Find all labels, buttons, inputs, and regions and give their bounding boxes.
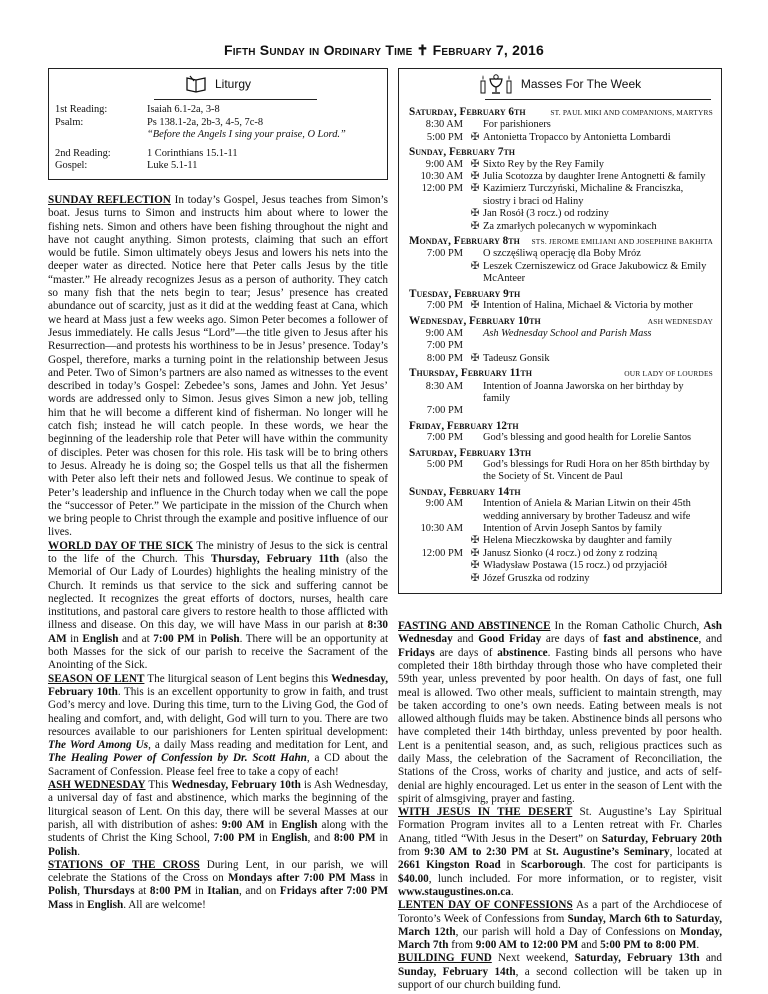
bible-icon: [185, 75, 207, 93]
mass-entry: [409, 381, 713, 406]
bold-text: fast and abstinence: [603, 633, 699, 646]
mass-time: 5:00 PM: [426, 458, 463, 470]
section-heading: WORLD DAY OF THE SICK: [48, 539, 194, 552]
cross-icon: ✠: [470, 158, 480, 170]
reading-label: 2nd Reading:: [55, 147, 111, 159]
mass-day-memorial: OUR LADY OF LOURDES: [624, 369, 713, 379]
mass-day: [409, 315, 713, 328]
bold-text: Thursday, February 11th: [210, 552, 340, 565]
liturgy-title-bar: [49, 69, 387, 99]
chalice-candles-icon: [479, 73, 513, 95]
text: St. Augustine’s Lay Spiritual Formation Program invites all to a Lenten retreat with Fr. Charles Anang, titled “With Jesus in the Desert” on: [398, 806, 723, 845]
text: at: [138, 885, 147, 898]
mass-entry: [409, 498, 713, 523]
bold-text: 8:00 PM: [149, 885, 192, 898]
mass-day: [409, 146, 713, 158]
text: During Lent, in our parish, we will celebrate the Stations of the Cross on: [48, 858, 388, 885]
masses-box: [398, 68, 722, 594]
bold-text: abstinence: [497, 646, 548, 659]
mass-entry: [409, 171, 713, 183]
text: , and on: [239, 885, 277, 898]
text: in: [70, 632, 79, 645]
mass-intention: Intention of Halina, Michael & Victoria by mother: [483, 300, 693, 312]
mass-time: [409, 261, 467, 286]
text: are days of: [545, 633, 599, 646]
text: at: [533, 846, 542, 859]
mass-entry: [409, 353, 713, 365]
mass-intention: Ash Wednesday School and Parish Mass: [483, 327, 652, 339]
text: , a daily Mass reading and meditation for Lent, and: [148, 739, 388, 752]
text: from: [398, 846, 420, 859]
cross-icon: ✠: [470, 535, 480, 547]
mass-intention: Intention of Joanna Jaworska on her birthday by family: [483, 380, 684, 404]
text: and at: [121, 632, 150, 645]
mass-day: [409, 420, 713, 432]
text: This: [148, 779, 169, 792]
bold-text: Polish: [48, 845, 78, 858]
reading-value: Isaiah 6.1-2a, 3-8: [147, 104, 220, 115]
text: is Ash Wednesday, a universal day of fast and abstinence, which marks the beginning of the liturgical season of Lent. On this day, there will be several Masses at our parish, all with distribution of ashes:: [48, 779, 388, 831]
mass-day-label: Sunday, February 14th: [409, 485, 521, 498]
reading-row: [55, 129, 383, 142]
bold-text: English: [281, 818, 318, 831]
mass-day-label: Friday, February 12th: [409, 419, 519, 432]
mass-entry: [409, 208, 713, 220]
mass-day: [409, 106, 713, 119]
bold-text: 7:00 PM: [153, 632, 195, 645]
bold-text: Polish: [210, 632, 240, 645]
cross-icon: [467, 119, 483, 131]
reading-label: Psalm:: [55, 116, 84, 128]
mass-intention: [483, 405, 713, 417]
section-heading: FASTING AND ABSTINENCE: [398, 620, 551, 633]
mass-entry: [409, 573, 713, 585]
text: in: [198, 632, 207, 645]
bold-text: Polish: [48, 885, 78, 898]
section-heading: SEASON OF LENT: [48, 672, 145, 685]
liturgy-readings: [49, 100, 387, 179]
section-text: In today’s Gospel, Jesus teaches from Simon’s boat. Jesus turns to Simon and instructs him about where to lower the fishing nets. Simon and others have been fishing throughout the night and have not caught anything. Simon protests, claiming that such an effort would be futile. Simon ultimately obeys Jesus and lowers his nets into the deeper water as directed. Notice here that Peter calls Jesus by the title “master.” He already recognizes Jesus as a person of authority. They catch so many fish that the nets begin to tear; Jesus’ presence has created abundance out of scarcity, just as it did at the wedding feast at Cana, which we heard at Mass just a few weeks ago. Simon Peter becomes a follower of Jesus immediately. He calls Jesus “Lord”—the title given to Jesus after his Resurrection—and protests his worthiness to be in Jesus’ presence. Today’s Gospel, therefore, marks a turning point in the relationship between Jesus and Peter. Two of Simon’s partners are also named as witnesses to the event described in today’s Gospel: Zebedee’s sons, James and John. Yet Jesus’ words are addressed only to Simon. Jesus gives Simon a new job, telling him that he will become a different kind of fisherman. No longer will he catch fish; instead he will catch people. In these words, we hear the beginning of the leadership role that Peter will have within the community of disciples. Peter was chosen for this role. His task will be to bring others to Jesus. Already he is doing so; the Gospel tells us that all the fishermen with Peter also left their nets and followed Jesus. We continue to speak of Peter’s leadership and influence in the Church today when we call the pope the “successor of Peter.” We participate in the mission of the Church when we bring people to Christ through the example and positive influence of our lives.: [48, 193, 388, 539]
text: ,: [77, 885, 81, 898]
masses-title: Masses For The Week: [520, 77, 642, 91]
mass-day-memorial: ST. PAUL MIKI AND COMPANIONS, MARTYRS: [550, 108, 713, 117]
mass-time: 7:00 PM: [426, 300, 463, 312]
mass-time: 7:00 PM: [426, 432, 463, 444]
ash-wednesday: [48, 779, 388, 859]
text: , a second collection will be taken up in support of our church building fund.: [398, 965, 722, 992]
cross-icon: ✠: [470, 220, 480, 232]
mass-intention: For parishioners: [483, 119, 551, 131]
mass-time: 5:00 PM: [426, 131, 463, 143]
mass-entry: [409, 340, 713, 352]
cross-icon: ✠: [470, 171, 480, 183]
mass-day-label: Sunday, February 7th: [409, 146, 516, 159]
section-heading: BUILDING FUND: [398, 952, 492, 965]
mass-time: 7:00 PM: [426, 340, 463, 352]
masses-title-bar: [399, 69, 721, 99]
mass-day-label: Saturday, February 13th: [409, 446, 532, 459]
mass-day-label: Tuesday, February 9th: [409, 287, 521, 300]
mass-time: 12:00 PM: [421, 547, 463, 559]
bold-text: Good Friday: [478, 633, 542, 646]
mass-day: [409, 235, 713, 248]
text: in: [259, 832, 268, 845]
mass-day-memorial: ASH WEDNESDAY: [647, 316, 713, 326]
mass-day-label: Saturday, February 6th: [409, 106, 526, 118]
cross-icon: [467, 432, 483, 444]
text: and: [457, 633, 474, 646]
text: in: [379, 872, 389, 885]
cross-icon: [467, 248, 483, 260]
bold-text: 2661 Kingston Road: [398, 859, 501, 872]
cross-icon: ✠: [470, 208, 480, 220]
bold-italic-text: The Healing Power of Confession by Dr. Scott Hahn: [48, 752, 307, 765]
cross-icon: ✠: [470, 300, 480, 312]
text: from: [451, 939, 473, 952]
text: .: [696, 939, 700, 952]
text: Next weekend,: [497, 952, 569, 965]
mass-entry: [409, 300, 713, 312]
bold-text: Scarborough: [520, 859, 583, 872]
cross-icon: ✠: [470, 131, 480, 143]
mass-day: [409, 447, 713, 459]
header-title: Fifth Sunday in Ordinary Time: [223, 42, 413, 58]
mass-day: [409, 367, 713, 380]
bold-text: English: [271, 832, 308, 845]
cross-icon: [467, 523, 483, 535]
text: .: [77, 845, 81, 858]
mass-entry: [409, 459, 713, 484]
text: , a CD about the Sacrament of Confession. Please feel free to take a copy of each!: [48, 752, 389, 778]
reading-row: [55, 148, 383, 161]
bold-text: Wednesday, February 10th: [48, 672, 388, 698]
mass-intention: God’s blessing and good health for Lorelie Santos: [483, 432, 692, 444]
mass-time: 10:30 AM: [420, 523, 463, 534]
mass-time: 7:00 PM: [426, 248, 463, 260]
text: In the Roman Catholic Church,: [554, 620, 700, 633]
mass-intention: Janusz Sionko (4 rocz.) od żony z rodziną: [483, 547, 658, 559]
mass-day-label: Monday, February 8th: [409, 235, 520, 248]
mass-time: 7:00 PM: [426, 405, 463, 417]
season-of-lent: [48, 673, 388, 779]
header-date: February 7, 2016: [432, 42, 545, 58]
bold-text: Fridays after 7:00 PM Mass: [48, 885, 389, 911]
building-fund: [398, 952, 722, 992]
mass-time: [409, 573, 467, 585]
text: , and: [698, 633, 723, 646]
mass-day-label: Thursday, February 11th: [409, 367, 532, 380]
mass-intention: [483, 340, 713, 352]
reading-label: Gospel:: [55, 160, 88, 172]
mass-time: 8:30 AM: [425, 119, 463, 131]
mass-intention: Jan Rosół (3 rocz.) od rodziny: [483, 208, 609, 220]
bold-text: 9:00 AM to 12:00 PM: [475, 939, 579, 952]
website-link[interactable]: www.staugustines.on.ca: [398, 885, 511, 898]
bold-text: Monday, March 7th: [398, 925, 723, 952]
mass-time: 9:00 AM: [425, 498, 463, 510]
text: . All are welcome!: [123, 898, 206, 911]
cross-icon: ✝: [416, 42, 429, 58]
page-header: [0, 42, 768, 59]
liturgy-title: Liturgy: [214, 77, 252, 91]
bold-text: Thursdays: [83, 885, 135, 898]
text: , located at: [669, 846, 723, 859]
cross-icon: [467, 340, 483, 352]
mass-intention: Tadeusz Gonsik: [483, 352, 550, 364]
mass-entry: [409, 523, 713, 535]
reading-row: [55, 160, 383, 173]
cross-icon: ✠: [470, 183, 480, 195]
mass-intention: Józef Gruszka od rodziny: [483, 572, 590, 584]
reading-row: [55, 117, 383, 130]
mass-intention: Helena Mieczkowska by daughter and family: [483, 535, 672, 547]
cross-icon: ✠: [470, 260, 480, 272]
bold-text: English: [82, 632, 119, 645]
mass-entry: [409, 261, 713, 286]
cross-icon: [467, 405, 483, 417]
mass-time: [409, 221, 467, 233]
reading-label: 1st Reading:: [55, 104, 108, 115]
cross-icon: [467, 459, 483, 484]
cross-icon: [467, 328, 483, 340]
mass-intention: Władysław Postawa (15 rocz.) od przyjaciół: [483, 560, 668, 572]
reading-value: Ps 138.1-2a, 2b-3, 4-5, 7c-8: [147, 116, 264, 128]
section-heading: SUNDAY REFLECTION: [48, 193, 171, 206]
section-heading: WITH JESUS IN THE DESERT: [398, 806, 573, 819]
text: The ministry of Jesus to the sick is central to the life of the Church. This: [48, 539, 388, 565]
reading-row: [55, 104, 383, 117]
right-column: [398, 68, 722, 992]
mass-entry: [409, 560, 713, 572]
mass-entry: [409, 248, 713, 260]
mass-time: 9:00 AM: [425, 327, 463, 339]
bold-italic-text: The Word Among Us: [48, 739, 149, 752]
mass-time: 8:30 AM: [425, 380, 463, 392]
mass-time: [409, 560, 467, 572]
text: . Fasting binds all persons who have completed their 18th birthday through those who have completed their 59th year, unless prevented by poor health. On days of fast, one full meal is allowed. Two other meals, sufficient to maintain strength, may be taken according to one’s own needs. Eating between meals is not allowed although fluids may be taken. Abstinence binds all persons who have completed their 14th birthday, unless prevented by poor health. Lent is a penitential season, and, as such, religious practices such as daily Mass, the celebration of the Sacrament of Reconciliation, the Stations of the Cross, works of charity and justice, and acts of self-denial are highly encouraged. Let us enter in the season of Lent with the spirit of almsgiving, prayer and fasting.: [398, 646, 723, 805]
mass-entry: [409, 221, 713, 233]
mass-intention: Za zmarłych polecanych w wypominkach: [483, 220, 657, 232]
fasting-and-abstinence: [398, 620, 722, 806]
mass-entry: [409, 183, 713, 208]
bold-text: Saturday, February 13th: [574, 952, 700, 965]
bold-text: Wednesday, February 10th: [171, 779, 301, 792]
bold-text: Fridays: [398, 646, 435, 659]
mass-intention: Antonietta Tropacco by Antonietta Lombardi: [483, 131, 671, 143]
mass-entry: [409, 535, 713, 547]
with-jesus-in-the-desert: [398, 806, 722, 899]
text: The liturgical season of Lent begins this: [147, 672, 329, 685]
text: and: [581, 939, 598, 952]
world-day-of-sick: [48, 540, 388, 673]
mass-day: [409, 288, 713, 300]
bold-text: English: [87, 898, 124, 911]
text: . There will be an opportunity at both Masses for the sick of our parish to receive the Sacrament of the Anointing of the Sick.: [48, 632, 389, 672]
bold-text: Italian: [207, 885, 239, 898]
mass-entry: [409, 548, 713, 560]
bold-text: 9:30 AM to 2:30 PM: [424, 846, 529, 859]
mass-intention: Sixto Rey by the Rey Family: [483, 158, 604, 170]
left-column: [48, 68, 388, 912]
text: As a part of the Archdiocese of Toronto’s Week of Confessions from: [398, 899, 723, 925]
cross-icon: [467, 381, 483, 406]
liturgy-box: [48, 68, 388, 180]
mass-intention: Intention of Arvin Joseph Santos by family: [483, 523, 662, 534]
text: in: [75, 898, 85, 911]
mass-entry: [409, 432, 713, 444]
text: , our parish will hold a Day of Confessions on: [455, 925, 676, 938]
reading-value: Luke 5.1-11: [147, 160, 198, 172]
mass-day-memorial: STS. JEROME EMILIANI AND JOSEPHINE BAKHITA: [531, 237, 713, 247]
stations-of-the-cross: [48, 859, 388, 912]
bold-text: St. Augustine’s Seminary: [546, 846, 670, 859]
bold-text: $40.00: [398, 872, 429, 885]
mass-intention: Kazimierz Turczyński, Michaline & Franciszka, siostry i braci od Haliny: [483, 183, 684, 207]
mass-time: 12:00 PM: [421, 183, 463, 195]
bold-text: Mondays after 7:00 PM Mass: [228, 872, 375, 885]
mass-day-label: Wednesday, February 10th: [409, 314, 541, 327]
text: . The cost for participants is: [582, 859, 723, 872]
mass-entry: [409, 119, 713, 131]
text: and: [705, 952, 722, 965]
mass-entry: [409, 132, 713, 144]
bold-text: Ash Wednesday: [398, 620, 722, 646]
text: , and: [307, 832, 331, 845]
bold-text: 5:00 PM to 8:00 PM: [600, 939, 697, 952]
section-heading: STATIONS OF THE CROSS: [48, 858, 200, 871]
text: .: [510, 885, 514, 898]
cross-icon: [467, 498, 483, 523]
text: in: [506, 859, 516, 872]
mass-intention: God’s blessings for Rudi Hora on her 85th birthday by the Society of St. Vincent de Paul: [483, 458, 710, 483]
reading-value: “Before the Angels I sing your praise, O Lord.”: [147, 129, 346, 141]
mass-day: [409, 486, 713, 498]
cross-icon: ✠: [470, 352, 480, 364]
bold-text: 8:30 AM: [48, 619, 389, 645]
bold-text: 8:00 PM: [333, 832, 376, 845]
text: . This is an excellent opportunity to grow in faith, and trust God’s mercy and love. During this time, turn to the Living God, the God of healing and comfort, and, with delight, God will turn to you. There are two resources available to our parishioners for Lenten spiritual development:: [48, 685, 388, 738]
section-heading: ASH WEDNESDAY: [48, 779, 146, 792]
bold-text: Sunday, February 14th: [398, 965, 516, 978]
mass-entry: [409, 405, 713, 417]
cross-icon: ✠: [470, 547, 480, 559]
text: in: [379, 832, 389, 845]
mass-intention: O szczęśliwą operację dla Boby Mróz: [483, 248, 641, 260]
mass-intention: Julia Scotozza by daughter Irene Antognetti & family: [483, 171, 706, 183]
mass-entry: [409, 159, 713, 171]
mass-time: 9:00 AM: [425, 158, 463, 170]
bold-text: 7:00 PM: [213, 832, 256, 845]
section-heading: LENTEN DAY OF CONFESSIONS: [398, 899, 573, 912]
text: are days of: [439, 646, 493, 659]
lenten-day-of-confessions: [398, 899, 722, 952]
text: (also the Memorial of Our Lady of Lourdes) highlights the healing ministry of the Church. It reminds us that service to the sick and suffering cannot be neglected. It recognizes the great efforts of doctors, nurses, health care institutions, and pastoral care givers to restore health to those afflicted with illness and disease. On this day, we will have Mass in our parish at: [48, 552, 389, 632]
mass-time: 10:30 AM: [420, 171, 463, 183]
reading-value: 1 Corinthians 15.1-11: [147, 147, 238, 159]
mass-time: [409, 535, 467, 547]
mass-time: [409, 208, 467, 220]
mass-intention: Intention of Aniela & Marian Litwin on their 45th wedding anniversary by brother Tadeusz and wife: [483, 498, 691, 522]
text: in: [194, 885, 204, 898]
reading-label: [55, 129, 147, 142]
cross-icon: ✠: [470, 560, 480, 572]
text: along with the students of Christ the King School,: [48, 818, 389, 845]
bold-text: Saturday, February 20th: [601, 832, 722, 845]
mass-intention: Leszek Czerniszewicz od Grace Jakubowicz & Emily McAnteer: [483, 260, 707, 285]
bold-text: Sunday, March 6th to Saturday, March 12th: [398, 912, 722, 938]
mass-entry: [409, 328, 713, 340]
cross-icon: ✠: [470, 572, 480, 584]
sunday-reflection: [48, 194, 388, 540]
mass-schedule: [399, 100, 721, 593]
bold-text: 9:00 AM: [221, 818, 265, 831]
text: in: [268, 818, 278, 831]
mass-time: 8:00 PM: [426, 352, 463, 364]
text: , lunch included. For more information, or to register, visit: [428, 872, 722, 885]
